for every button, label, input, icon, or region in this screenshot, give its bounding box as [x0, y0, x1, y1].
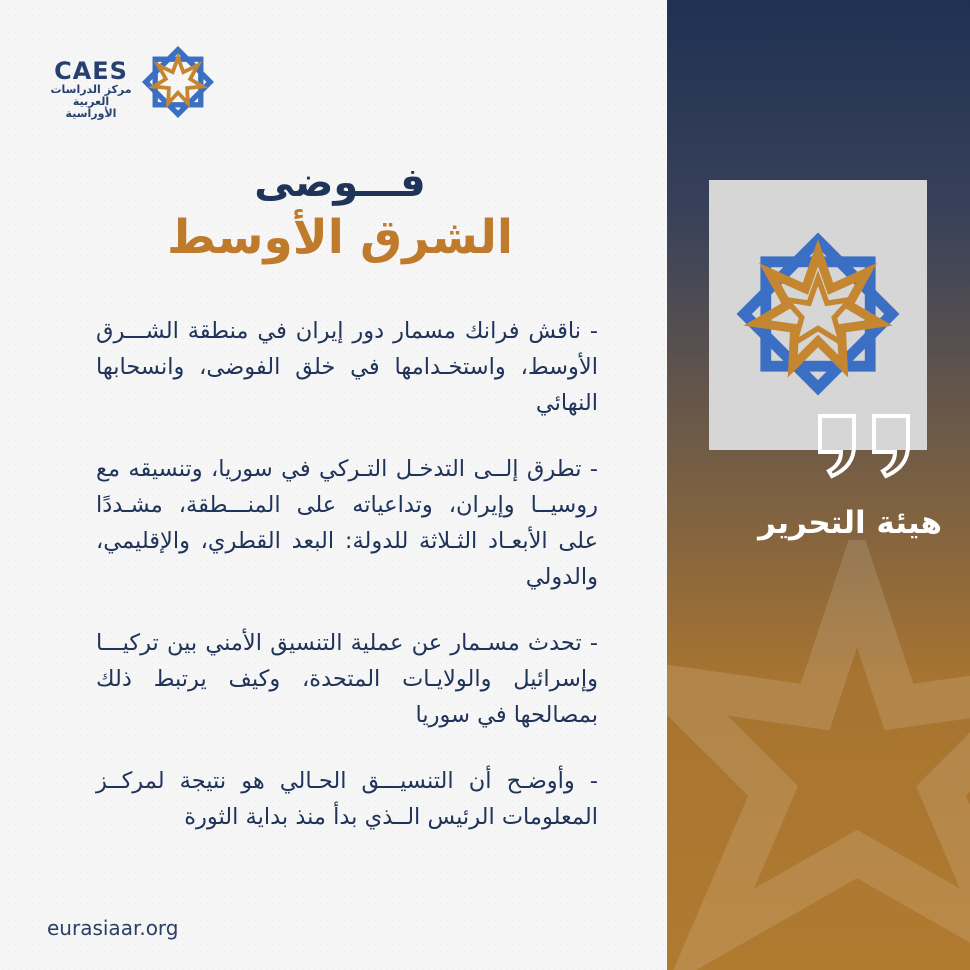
caes-logo: [50, 40, 220, 125]
editorial-label: هيئة التحرير: [758, 505, 942, 541]
bullet-4: - وأوضـح أن التنسيـــق الحـالي هو نتيجة لمركــز المعلومات الرئيس الــذي بدأ منذ بداية الثورة: [96, 768, 598, 830]
title-line2: الشرق الأوسط: [166, 210, 514, 265]
bullet-3: - تحدث مسـمار عن عملية التنسيق الأمني بين تركيـــا وإسرائيل والولايـات المتحدة، وكيف يرتبط ذلك بمصالحها في سوريا: [96, 630, 598, 728]
decorative-star-icon: [667, 540, 970, 970]
quote-mark-icon: [812, 408, 922, 480]
logo-arabic-line2: العربية الأوراسية: [65, 95, 117, 120]
bullet-2: - تطرق إلــى التدخـل التـركي في سوريا، وتنسيقه مع روسيــا وإيران، وتداعياته على المنـــطقة، مشـددًا على الأبعـاد الثـلاثة للدولة: البعد القطري، والإقليمي، والدولي: [96, 456, 598, 590]
website-link[interactable]: eurasiaar.org: [47, 916, 179, 940]
logo-name: CAES: [54, 57, 128, 85]
logo-star-icon: [140, 44, 216, 120]
side-panel: [667, 0, 970, 970]
emblem-star-icon: [728, 224, 908, 404]
bullet-1: - ناقش فرانك مسمار دور إيران في منطقة الشـــرق الأوسط، واستخـدامها في خلق الفوضى، وانسحابها النهائي: [96, 318, 598, 416]
logo-arabic-line1: مركز الدراسات: [50, 83, 132, 96]
bullet-list: [96, 313, 598, 865]
logo-text: [50, 58, 132, 120]
title-line1: فـــوضى: [254, 160, 426, 206]
